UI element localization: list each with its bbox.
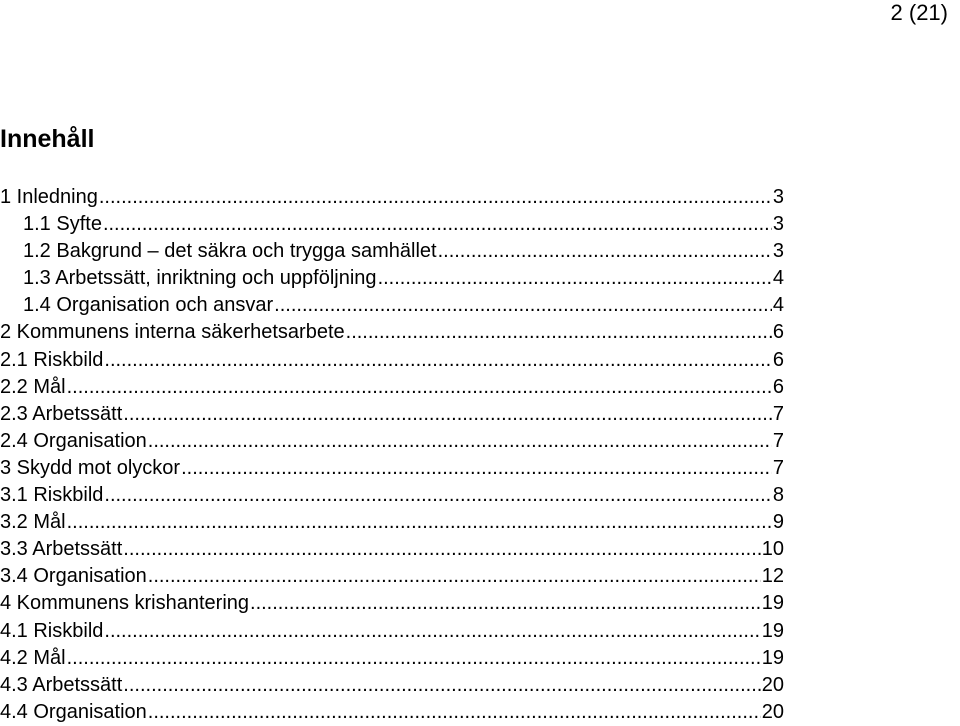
toc-entry-page: 4 <box>772 267 784 290</box>
toc-entry-title: 2.1 Riskbild <box>0 348 104 371</box>
toc-dot-leader <box>67 509 772 536</box>
toc-entry-title: 2.2 Mål <box>0 375 66 398</box>
toc-entry[interactable] <box>0 319 784 346</box>
toc-entry[interactable] <box>0 618 784 645</box>
toc-dot-leader <box>438 238 772 265</box>
toc-entry[interactable] <box>0 184 784 211</box>
toc-entry-page: 12 <box>761 565 784 588</box>
toc-dot-leader <box>274 292 772 319</box>
toc-entry[interactable] <box>0 265 784 292</box>
toc-entry[interactable] <box>0 455 784 482</box>
toc-dot-leader <box>148 563 761 590</box>
toc-entry-title: 4.1 Riskbild <box>0 619 104 642</box>
toc-entry-page: 8 <box>772 484 784 507</box>
toc-entry-title: 4.3 Arbetssätt <box>0 673 123 696</box>
page-number: 2 (21) <box>890 0 948 25</box>
toc-entry-title: 3 Skydd mot olyckor <box>0 456 181 479</box>
toc-entry[interactable] <box>0 645 784 672</box>
toc-dot-leader <box>148 699 761 726</box>
toc-entry-title: 4.4 Organisation <box>0 700 147 723</box>
toc-entry-title: 2.3 Arbetssätt <box>0 402 123 425</box>
toc-entry-page: 9 <box>772 511 784 534</box>
toc-entry-page: 7 <box>772 429 784 452</box>
toc-entry-title: 4.2 Mål <box>0 646 66 669</box>
toc-entry-page: 6 <box>772 321 784 344</box>
toc-entry-page: 20 <box>761 700 784 723</box>
toc-dot-leader <box>104 347 771 374</box>
toc-entry-page: 6 <box>772 348 784 371</box>
toc-entry-title: 1.3 Arbetssätt, inriktning och uppföljning <box>23 267 377 290</box>
toc-dot-leader <box>67 645 761 672</box>
toc-entry-title: 1.4 Organisation och ansvar <box>23 294 274 317</box>
toc-entry-page: 10 <box>761 538 784 561</box>
toc-entry-page: 19 <box>761 592 784 615</box>
toc-entry[interactable] <box>0 536 784 563</box>
toc-entry-title: 3.1 Riskbild <box>0 484 104 507</box>
toc-entry-page: 20 <box>761 673 784 696</box>
toc-entry[interactable] <box>0 428 784 455</box>
toc-heading: Innehåll <box>0 125 95 153</box>
toc-entry[interactable] <box>0 347 784 374</box>
toc-dot-leader <box>123 672 760 699</box>
toc-dot-leader <box>123 401 772 428</box>
toc-dot-leader <box>346 319 772 346</box>
toc-dot-leader <box>378 265 772 292</box>
toc-entry-title: 2 Kommunens interna säkerhetsarbete <box>0 321 345 344</box>
toc-entry-page: 7 <box>772 456 784 479</box>
toc-entry-page: 19 <box>761 646 784 669</box>
toc-entry-title: 1 Inledning <box>0 186 98 208</box>
toc-entry-title: 4 Kommunens krishantering <box>0 592 250 615</box>
toc-dot-leader <box>250 590 761 617</box>
toc-entry[interactable] <box>0 292 784 319</box>
toc-entry-page: 7 <box>772 402 784 425</box>
toc-entry[interactable] <box>0 672 784 699</box>
toc-entry-page: 3 <box>772 186 784 208</box>
toc-entry[interactable] <box>0 563 784 590</box>
toc-entry[interactable] <box>0 699 784 726</box>
toc-entry-title: 1.1 Syfte <box>23 213 102 236</box>
toc-dot-leader <box>67 374 772 401</box>
toc-entry-page: 6 <box>772 375 784 398</box>
toc-entry-title: 2.4 Organisation <box>0 429 147 452</box>
toc-entry[interactable] <box>0 590 784 617</box>
toc-dot-leader <box>148 428 772 455</box>
toc-entry-page: 4 <box>772 294 784 317</box>
toc-entry-title: 1.2 Bakgrund – det säkra och trygga samhället <box>23 240 437 263</box>
toc-dot-leader <box>104 482 771 509</box>
toc-entry-title: 3.2 Mål <box>0 511 66 534</box>
toc-entry[interactable] <box>0 374 784 401</box>
toc-entry-page: 3 <box>772 213 784 236</box>
toc-entry-title: 3.4 Organisation <box>0 565 147 588</box>
toc-entry-page: 19 <box>761 619 784 642</box>
toc-entry-title: 3.3 Arbetssätt <box>0 538 123 561</box>
toc-entry[interactable] <box>0 482 784 509</box>
toc-entry-page: 3 <box>772 240 784 263</box>
toc-entry[interactable] <box>0 401 784 428</box>
table-of-contents <box>0 184 784 726</box>
toc-entry[interactable] <box>0 211 784 238</box>
toc-entry[interactable] <box>0 238 784 265</box>
toc-dot-leader <box>181 455 772 482</box>
toc-dot-leader <box>103 211 772 238</box>
toc-entry[interactable] <box>0 509 784 536</box>
toc-dot-leader <box>99 184 772 211</box>
toc-dot-leader <box>123 536 760 563</box>
toc-dot-leader <box>104 618 760 645</box>
